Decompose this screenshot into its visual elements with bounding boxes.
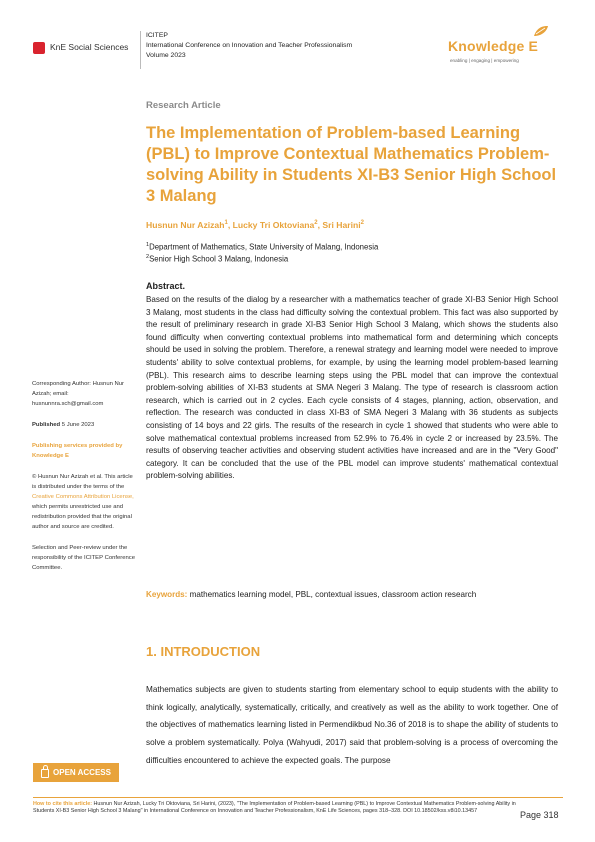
affiliation-sup: 2 <box>146 254 150 260</box>
keywords-text: mathematics learning model, PBL, contextual issues, classroom action research <box>189 590 477 599</box>
published-label: Published <box>32 422 61 428</box>
leaf-icon <box>533 25 549 37</box>
copyright-notice <box>32 472 138 532</box>
kne-logo-icon <box>33 42 45 54</box>
lock-open-icon <box>41 769 49 778</box>
keywords <box>146 589 558 602</box>
introduction-body: Mathematics subjects are given to students starting from elementary school to equip students with the ability to think logically, analytically, systematically, critically, and creatively as well as the ability to work together. One of the objectives of mathematics learning listed in Permendikbud No.36 of 2018 is to shape the ability of students to solve a problem systematically. Polya (Wahyudi, 2017) said that problem-solving is a process of overcoming the difficulties encountered to achieve the expected goals. The purpose <box>146 685 558 765</box>
affiliation <box>146 242 378 252</box>
affiliation <box>146 254 288 264</box>
page-number: Page 318 <box>520 810 559 820</box>
published-info <box>32 420 138 430</box>
citation-text: Husnun Nur Azizah, Lucky Tri Oktoviana, Sri Harini, (2023), "The Implementation of Problem-based Learning (PBL) to Improve Contextual Mathematics Problem-solving Ability in Students XI-B3 Senior High School 3 Malang" in International Conference on Innovation and Teacher Professionalism, KnE Life Sciences, pages 318–328. DOI 10.18502/kss.v8i10.13457 <box>33 801 516 815</box>
author-name: Husnun Nur Azizah <box>146 220 225 230</box>
copyright-text: © Husnun Nur Azizah et al. This article is distributed under the terms of the <box>32 474 133 490</box>
publisher-name: KnE Social Sciences <box>50 42 129 52</box>
author-name: Lucky Tri Oktoviana <box>232 220 315 230</box>
citation-footer <box>33 801 518 815</box>
author-list: Husnun Nur Azizah$^1$, Lucky Tri Oktoviana$^2$, Sri Harini$^2$ <box>146 220 364 230</box>
license-link[interactable]: Creative Commons Attribution License, <box>32 494 134 500</box>
copyright-text-end: which permits unrestricted use and redistribution provided that the original author and source are credited. <box>32 504 132 530</box>
article-type: Research Article <box>146 100 221 111</box>
author-sup: 2 <box>314 220 318 227</box>
affiliation-sup: 1 <box>146 242 150 248</box>
header-divider <box>140 31 141 69</box>
author-name: Sri Harini <box>322 220 361 230</box>
abstract-heading: Abstract. <box>146 281 186 291</box>
publishing-services: Publishing services provided by Knowledge E <box>32 443 123 459</box>
peer-review-note: Selection and Peer-review under the responsibility of the ICITEP Conference Committee. <box>32 545 136 571</box>
author-sup: 2 <box>360 220 364 227</box>
paper-title: The Implementation of Problem-based Learning (PBL) to Improve Contextual Mathematics Problem-solving Ability in Students XI-B3 Senior High School 3 Malang <box>146 124 557 205</box>
footer-divider <box>33 797 563 798</box>
citation-label: How to cite this article: <box>33 801 93 807</box>
open-access-badge <box>33 763 119 782</box>
knowledge-e-logo: Knowledge E <box>448 38 539 54</box>
keywords-label: Keywords: <box>146 590 188 599</box>
knowledge-e-tagline: enabling | engaging | empowering <box>450 58 519 63</box>
journal-code: ICITEP <box>146 32 168 39</box>
open-access-label: OPEN ACCESS <box>53 768 111 777</box>
volume: Volume 2023 <box>146 52 186 59</box>
affiliation-text: Department of Mathematics, State University of Malang, Indonesia <box>149 242 379 252</box>
affiliation-text: Senior High School 3 Malang, Indonesia <box>149 254 289 264</box>
header-meta <box>146 31 352 61</box>
abstract-body: Based on the results of the dialog by a researcher with a mathematics teacher of grade XI-B3 Senior High School 3 Malang, most students in the class had difficulty solving the contextual problem. This fact was also supported by the result of preliminary research in grade XI-B3 Senior High School 3 Malang, which shows the students also found difficulty when converting contextual problems into mathematical form and determining which concepts should be used in solving the problem. Therefore, a renewal strategy and learning model were needed to improve students' ability to solve contextual problems, for example, by using the learning model problem-based learning (PBL). This research aims to describe learning steps using the PBL model that can improve the contextual problem-solving abilities of XI-B3 students at SMA Negeri 3 Malang. The type of research is classroom action research, which is carried out in 2 cycles. Each cycle consists of 4 stages, planning, action, observation, and reflection. The research was conducted in class XI-B3 of SMA Negeri 3 Malang with 36 students as subjects consisting of 14 boys and 22 girls. The results of the research in cycle 1 showed that students who were able to solve mathematical contextual problems increased from 52.9% to 76.4% in cycle 2 or increased by 23.5%. The results of observing teacher activities and observing student activities have increased and are in the "Very Good" category. It can be concluded that the use of the PBL model can improve students' mathematical contextual problem-solving abilities. <box>146 295 558 481</box>
sidebar <box>32 379 138 584</box>
published-date: 5 June 2023 <box>61 422 95 428</box>
section-heading-introduction: 1. INTRODUCTION <box>146 644 261 659</box>
author-sup: 1 <box>224 220 228 227</box>
conference-name: International Conference on Innovation and Teacher Professionalism <box>146 42 353 49</box>
corresponding-author: Corresponding Author: Husnun Nur Azizah; email: husnunnra.sch@gmail.com <box>32 381 125 407</box>
